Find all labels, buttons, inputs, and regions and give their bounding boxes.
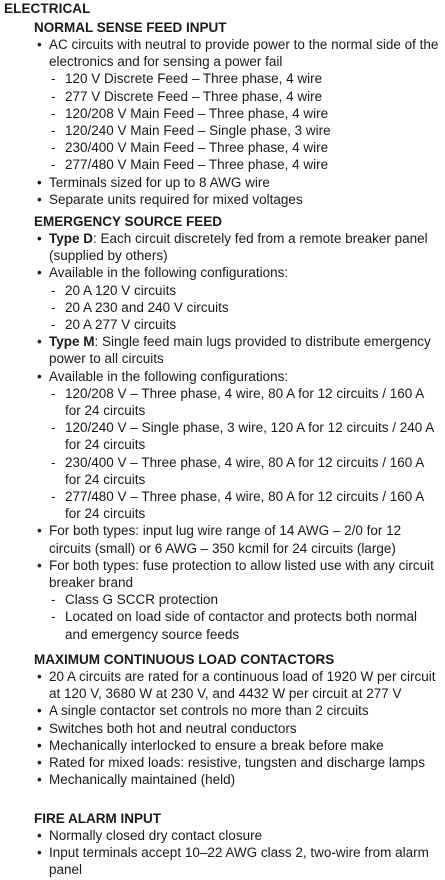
config-item: - 20 A 120 V circuits bbox=[49, 282, 439, 299]
type-d-label: Type D bbox=[49, 231, 94, 246]
contactors-section bbox=[34, 651, 439, 788]
fuse-item: - Class G SCCR protection bbox=[49, 591, 439, 608]
list-item: • Switches both hot and neutral conductors bbox=[34, 720, 439, 737]
config-list bbox=[49, 282, 439, 334]
bullet-text: AC circuits with neutral to provide power to the normal side of the electronics and for sensing a power fail bbox=[49, 37, 439, 70]
list-item: • Normally closed dry contact closure bbox=[34, 827, 439, 844]
list-item: • For both types: input lug wire range of 14 AWG – 2/0 for 12 circuits (small) or 6 AWG – 350 kcmil for 24 circuits (large) bbox=[34, 522, 439, 556]
config-item: - 277/480 V – Three phase, 4 wire, 80 A for 12 circuits / 160 A for 24 circuits bbox=[49, 488, 439, 522]
config-list bbox=[49, 385, 439, 523]
feed-item: - 230/400 V Main Feed – Three phase, 4 wire bbox=[49, 139, 439, 156]
list-item: • Mechanically interlocked to ensure a break before make bbox=[34, 737, 439, 754]
list-item: • Separate units required for mixed voltages bbox=[34, 191, 439, 208]
config-item: - 20 A 230 and 240 V circuits bbox=[49, 299, 439, 316]
contactors-list bbox=[34, 668, 439, 788]
config-item: - 230/400 V – Three phase, 4 wire, 80 A for 12 circuits / 160 A for 24 circuits bbox=[49, 454, 439, 488]
emergency-section bbox=[34, 213, 439, 643]
type-m-text: : Single feed main lugs provided to distribute emergency power to all circuits bbox=[49, 334, 431, 367]
feed-item: - 120/208 V Main Feed – Three phase, 4 wire bbox=[49, 105, 439, 122]
list-item bbox=[34, 264, 439, 333]
list-item bbox=[34, 557, 439, 643]
type-d-text: : Each circuit discretely fed from a remote breaker panel (supplied by others) bbox=[49, 231, 428, 264]
section-heading: MAXIMUM CONTINUOUS LOAD CONTACTORS bbox=[34, 652, 335, 667]
feed-item: - 120 V Discrete Feed – Three phase, 4 wire bbox=[49, 70, 439, 87]
type-m-label: Type M bbox=[49, 334, 95, 350]
fuse-item: - Located on load side of contactor and protects both normal and emergency source feeds bbox=[49, 608, 439, 642]
fire-alarm-section bbox=[34, 810, 439, 879]
page-title: ELECTRICAL bbox=[4, 1, 91, 16]
normal-sense-list bbox=[34, 36, 439, 208]
bullet-text: Available in the following configurations: bbox=[49, 368, 289, 384]
list-item bbox=[34, 230, 439, 264]
list-item: • Mechanically maintained (held) bbox=[34, 771, 439, 788]
list-item bbox=[34, 368, 439, 523]
section-heading: FIRE ALARM INPUT bbox=[34, 811, 161, 826]
normal-sense-section bbox=[34, 19, 439, 208]
list-item: • Input terminals accept 10–22 AWG class 2, two-wire from alarm panel bbox=[34, 844, 439, 878]
list-item: • Rated for mixed loads: resistive, tungsten and discharge lamps bbox=[34, 754, 439, 771]
emergency-list bbox=[34, 230, 439, 643]
config-item: - 20 A 277 V circuits bbox=[49, 316, 439, 333]
feed-item: - 277 V Discrete Feed – Three phase, 4 wire bbox=[49, 88, 439, 105]
fuse-list bbox=[49, 591, 439, 643]
feed-item: - 277/480 V Main Feed – Three phase, 4 wire bbox=[49, 156, 439, 173]
config-item: - 120/240 V – Single phase, 3 wire, 120 A for 12 circuits / 240 A for 24 circuits bbox=[49, 419, 439, 453]
feed-item: - 120/240 V Main Feed – Single phase, 3 wire bbox=[49, 122, 439, 139]
config-item: - 120/208 V – Three phase, 4 wire, 80 A for 12 circuits / 160 A for 24 circuits bbox=[49, 385, 439, 419]
list-item: • A single contactor set controls no more than 2 circuits bbox=[34, 702, 439, 719]
list-item bbox=[34, 333, 439, 367]
bullet-text: For both types: fuse protection to allow listed use with any circuit breaker brand bbox=[49, 557, 434, 591]
list-item: • Terminals sized for up to 8 AWG wire bbox=[34, 174, 439, 191]
bullet-text: Available in the following configurations: bbox=[49, 265, 289, 281]
fire-alarm-list bbox=[34, 827, 439, 879]
list-item: • 20 A circuits are rated for a continuous load of 1920 W per circuit at 120 V, 3680 W at 230 V, and 4432 W per circuit at 277 V bbox=[34, 668, 439, 702]
feed-list bbox=[49, 70, 439, 173]
list-item bbox=[34, 36, 439, 174]
section-heading: NORMAL SENSE FEED INPUT bbox=[34, 20, 227, 35]
section-heading: EMERGENCY SOURCE FEED bbox=[34, 214, 223, 229]
